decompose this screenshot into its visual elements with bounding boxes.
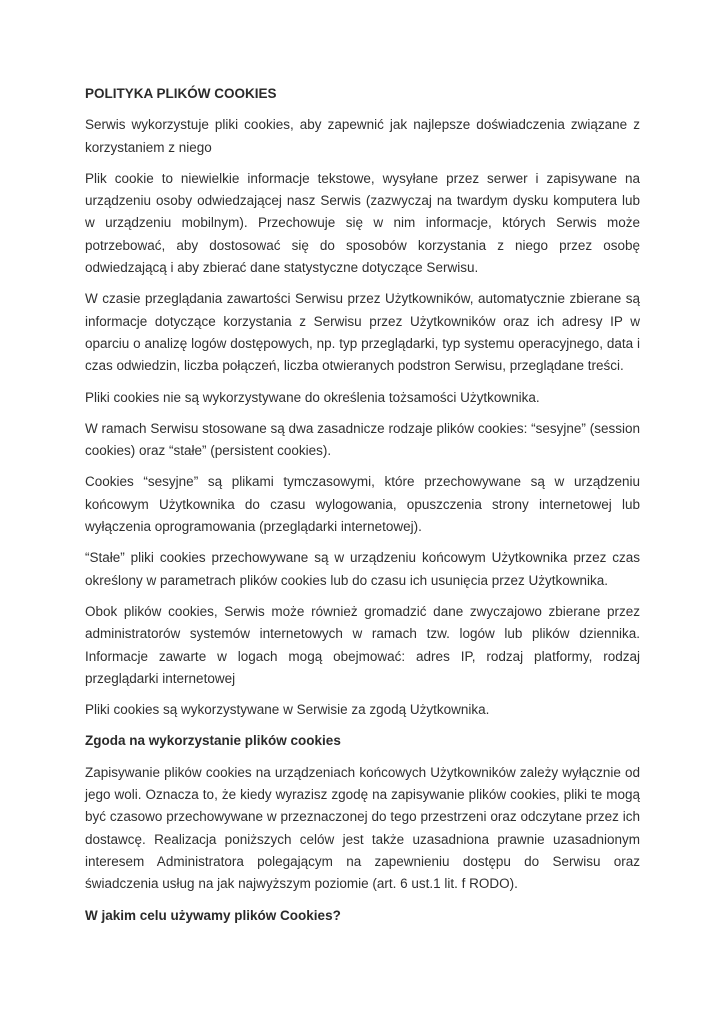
para-consent-usage: Pliki cookies są wykorzystywane w Serwisie za zgodą Użytkownika.	[85, 702, 490, 718]
para-server-logs: Obok plików cookies, Serwis może również gromadzić dane zwyczajowo zbierane przez administratorów systemów internetowych w ramach tzw. logów lub plików dziennika. Informacje zawarte w logach mogą obejmować: adres IP, rodzaj platformy, rodzaj przeglądarki internetowej	[85, 603, 640, 686]
section-heading-purpose: W jakim celu używamy plików Cookies?	[85, 907, 341, 923]
para-cookie-definition: Plik cookie to niewielkie informacje tekstowe, wysyłane przez serwer i zapisywane na urządzeniu osoby odwiedzającej nasz Serwis (zazwyczaj na twardym dysku komputera lub w urządzeniu mobilnym). Przechowuje się w nim informacje, których Serwis może potrzebować, aby dostosować się do sposobów korzystania z niego przez osobę odwiedzającą i aby zbierać dane statystyczne dotyczące Serwisu.	[85, 170, 640, 276]
para-session-cookies: Cookies “sesyjne” są plikami tymczasowymi, które przechowywane są w urządzeniu końcowym Użytkownika do czasu wylogowania, opuszczenia strony internetowej lub wyłączenia oprogramowania (przeglądarki internetowej).	[85, 474, 640, 535]
para-intro-usage: Serwis wykorzystuje pliki cookies, aby zapewnić jak najlepsze doświadczenia związane z korzystaniem z niego	[85, 117, 640, 155]
para-two-cookie-types: W ramach Serwisu stosowane są dwa zasadnicze rodzaje plików cookies: “sesyjne” (session cookies) oraz “stałe” (persistent cookies).	[85, 420, 640, 459]
para-consent-details: Zapisywanie plików cookies na urządzeniach końcowych Użytkowników zależy wyłącznie od jego woli. Oznacza to, że kiedy wyrazisz zgodę na zapisywanie plików cookies, pliki te mogą być czasowo przechowywane w przeznaczonej do tego przestrzeni oraz odczytane przez ich dostawcę. Realizacja poniższych celów jest także uzasadniona prawnie uzasadnionym interesem Administratora polegającym na zapewnieniu dostępu do Serwisu oraz świadczenia usług na jak najwyższym poziomie (art. 6 ust.1 lit. f RODO).	[85, 764, 640, 892]
para-persistent-cookies: “Stałe” pliki cookies przechowywane są w urządzeniu końcowym Użytkownika przez czas określony w parametrach plików cookies lub do czasu ich usunięcia przez Użytkownika.	[85, 550, 640, 588]
document-body	[85, 83, 640, 927]
section-heading-consent: Zgoda na wykorzystanie plików cookies	[85, 733, 341, 749]
para-no-identity: Pliki cookies nie są wykorzystywane do określenia tożsamości Użytkownika.	[85, 389, 540, 405]
para-automatic-collection: W czasie przeglądania zawartości Serwisu przez Użytkowników, automatycznie zbierane są informacje dotyczące korzystania z Serwisu przez Użytkowników oraz ich adresy IP w oparciu o analizę logów dostępowych, np. typ przeglądarki, typ systemu operacyjnego, data i czas odwiedzin, liczba połączeń, liczba otwieranych podstron Serwisu, przeglądane treści.	[85, 291, 640, 374]
page-title: POLITYKA PLIKÓW COOKIES	[85, 86, 277, 101]
